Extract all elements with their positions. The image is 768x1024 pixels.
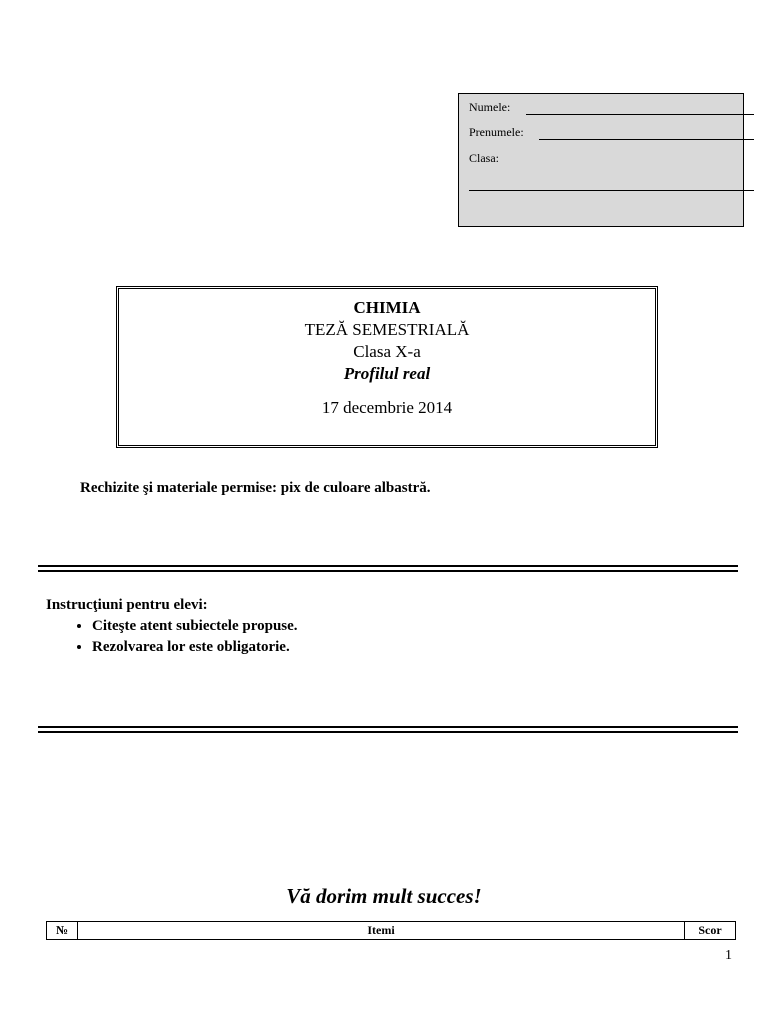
student-info-box (458, 93, 744, 227)
col-items: Itemi (78, 922, 685, 940)
class-label: Clasa: (469, 151, 499, 165)
col-score: Scor (685, 922, 736, 940)
instructions-heading: Instrucţiuni pentru elevi: (46, 597, 208, 613)
class-input-line[interactable] (469, 190, 754, 191)
divider-top (38, 565, 738, 572)
good-luck-message: Vă dorim mult succes! (286, 884, 482, 908)
col-number: № (47, 922, 78, 940)
name-line (469, 100, 510, 115)
name-input-line[interactable] (526, 114, 754, 115)
page-number: 1 (725, 948, 732, 963)
divider-bottom (38, 726, 738, 733)
subject-title: CHIMIA (353, 298, 421, 317)
name-label: Numele: (469, 100, 511, 114)
instructions-list (46, 616, 298, 658)
surname-input-line[interactable] (539, 139, 754, 140)
instructions-block (46, 595, 298, 658)
class-line (469, 151, 499, 166)
surname-label: Prenumele: (469, 125, 524, 139)
exam-title-box (116, 286, 658, 448)
exam-date: 17 decembrie 2014 (321, 398, 453, 417)
table-header-row (47, 922, 736, 940)
instruction-item: • Rezolvarea lor este obligatorie. (92, 637, 298, 658)
surname-line (469, 125, 524, 140)
items-table (46, 921, 736, 940)
grade-level: Clasa X-a (353, 342, 421, 361)
instruction-item: • Citeşte atent subiectele propuse. (92, 616, 298, 637)
allowed-materials: Rechizite şi materiale permise: pix de culoare albastră. (80, 480, 431, 496)
profile-label: Profilul real (343, 364, 431, 383)
exam-type: TEZĂ SEMESTRIALĂ (304, 320, 470, 339)
